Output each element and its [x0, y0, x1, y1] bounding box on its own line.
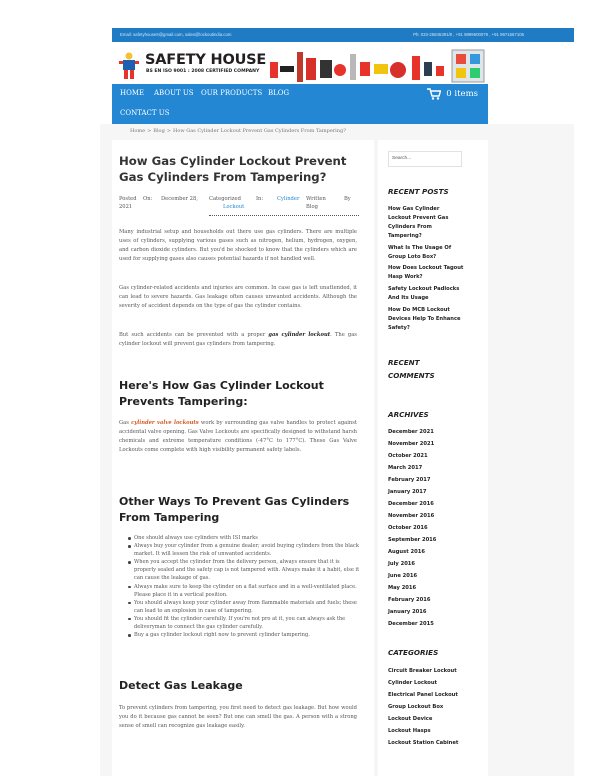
archive-link[interactable]: February 2017	[388, 477, 431, 483]
archive-link[interactable]: February 2016	[388, 597, 431, 603]
list-item: Always buy your cylinder from a genuine dealer; avoid buying cylinders from the black market. It will lessen the risk of unwanted accidents.	[134, 543, 359, 558]
recent-post-link[interactable]: Safety Lockout Padlocks And Its Usage	[388, 286, 460, 302]
contact-phones: Ph: 033-25845391/8 , +91 9899600079 , +91 9971567105	[413, 32, 524, 37]
meta-category-cylinder[interactable]: Cylinder	[277, 196, 300, 202]
recent-comments-heading: RECENT COMMENTS	[388, 358, 435, 380]
category-link[interactable]: Circuit Breaker Lockout	[388, 668, 457, 674]
archive-link[interactable]: July 2016	[388, 561, 416, 567]
brand-tagline: BS EN ISO 9001 : 2008 CERTIFIED COMPANY	[146, 69, 260, 74]
archive-link[interactable]: December 2016	[388, 501, 434, 507]
list-item: Always make sure to keep the cylinder on a flat surface and in a well-ventilated place. Please place it in a vertical position.	[134, 583, 360, 599]
list-item: You should always keep your cylinder away from flammable materials and fuels; these can lead to an explosion in case of tampering.	[134, 599, 360, 615]
archive-link[interactable]: May 2016	[388, 585, 417, 591]
breadcrumb-current: How Gas Cylinder Lockout Prevent Gas Cylinders From Tampering?	[172, 128, 346, 134]
archive-link[interactable]: January 2016	[388, 609, 427, 615]
nav-our-products[interactable]: OUR PRODUCTS	[201, 89, 263, 97]
list-item: When you accept the cylinder from the delivery person, always ensure that it is properly sealed and the safety cap is not tampered with. Always make it a habit, else it can cause the leakage of gas.	[134, 559, 360, 582]
heading-how-prevents: Here's How Gas Cylinder Lockout Prevents Tampering:	[119, 379, 324, 408]
meta-author-blog[interactable]: Blog	[306, 204, 318, 210]
breadcrumb	[130, 128, 346, 134]
archive-link[interactable]: November 2016	[388, 513, 435, 519]
paragraph-intro: Many industrial setup and households out there use gas cylinders. There are multiple uses of cylinders, supplying various gases such as nitrogen, helium, hydrogen, oxygen, and carbon dioxide cylinders. But you'd be shocked to know that the cylinders which are used for supplying gases also causes potential hazards if not handled well.	[119, 229, 357, 262]
brand-name[interactable]: SAFETY HOUSE	[145, 52, 267, 68]
cart-link[interactable]	[427, 87, 478, 101]
list-item: One should always use cylinders with ISI marks	[134, 534, 360, 542]
meta-written: Written	[306, 196, 326, 202]
archives-heading: ARCHIVES	[388, 410, 429, 419]
meta-category-lockout[interactable]: Lockout	[223, 204, 245, 210]
paragraph-accidents: Gas cylinder-related accidents and injuries are common. In case gas is left unattended, it can lead to severe hazards. Gas leakage often causes unwanted accidents. Although the severity of accident depends on the type of gas the cylinder contains.	[119, 285, 357, 309]
archive-link[interactable]: March 2017	[388, 465, 423, 471]
archive-link[interactable]: December 2015	[388, 621, 434, 627]
meta-on: On:	[143, 196, 153, 202]
main-nav	[112, 84, 488, 124]
recent-posts-heading: RECENT POSTS	[388, 187, 449, 196]
cart-count: 0 items	[446, 89, 478, 99]
archive-link[interactable]: October 2021	[388, 453, 428, 459]
recent-post-link[interactable]: How Does Lockout Tagout Hasp Work?	[388, 265, 464, 281]
post-meta	[119, 196, 359, 218]
nav-blog[interactable]: BLOG	[268, 89, 290, 97]
list-item: Buy a gas cylinder lockout right now to prevent cylinder tampering.	[134, 631, 360, 639]
category-link[interactable]: Cylinder Lockout	[388, 680, 438, 686]
breadcrumb-blog[interactable]: Blog	[153, 128, 165, 134]
nav-contact-us[interactable]: CONTACT US	[120, 109, 170, 117]
categories-heading: CATEGORIES	[388, 648, 439, 657]
categories-list	[388, 665, 464, 749]
recent-post-link[interactable]: What Is The Usage Of Group Loto Box?	[388, 244, 452, 260]
meta-year: 2021	[119, 204, 133, 210]
paragraph-detect-leakage: To prevent cylinders from tampering, you first need to detect gas leakage. But how would you do it because gas cannot be seen? But one can smell the gas. A person with a strong sense of smell can recognize gas leakage easily.	[119, 705, 357, 729]
breadcrumb-separator: >	[147, 128, 152, 134]
paragraph-prevention: But such accidents can be prevented with a proper gas cylinder lockout. The gas cylinder lockout will prevent gas cylinders from tampering.	[119, 332, 357, 347]
archive-link[interactable]: October 2016	[388, 525, 428, 531]
meta-date: December 28,	[161, 196, 198, 202]
meta-categorized: Categorized	[209, 196, 241, 202]
meta-posted: Posted	[119, 196, 137, 202]
meta-by: By	[344, 196, 351, 202]
archive-link[interactable]: August 2016	[388, 549, 425, 555]
cart-icon	[427, 88, 441, 100]
archive-link[interactable]: September 2016	[388, 537, 437, 543]
category-link[interactable]: Lockout Device	[388, 716, 433, 722]
link-gas-cylinder-lockout[interactable]: gas cylinder lockout	[268, 332, 331, 338]
meta-divider	[209, 215, 359, 216]
breadcrumb-separator: >	[166, 128, 171, 134]
recent-posts-list	[388, 205, 464, 336]
category-link[interactable]: Electrical Panel Lockout	[388, 692, 458, 698]
nav-home[interactable]: HOME	[120, 89, 145, 97]
search-input[interactable]: Search...	[388, 151, 462, 167]
recent-post-link[interactable]: How Gas Cylinder Lockout Prevent Gas Cylinders From Tampering?	[388, 206, 449, 239]
category-link[interactable]: Lockout Hasps	[388, 728, 431, 734]
product-lineup-image	[270, 48, 486, 84]
archive-link[interactable]: December 2021	[388, 429, 434, 435]
category-link[interactable]: Group Lockout Box	[388, 704, 444, 710]
top-contact-bar	[112, 28, 574, 42]
meta-in: In:	[256, 196, 264, 202]
list-item: You should fit the cylinder carefully. If you're not pro at it, you can always ask the deliveryman to connect the gas cylinder carefully.	[134, 615, 360, 631]
nav-about-us[interactable]: ABOUT US	[154, 89, 194, 97]
paragraph-valve-lockouts: Gas cylinder valve lockouts work by surrounding gas valve handles to protect against accidental valve opening. Gas Valve Lockouts are specifically designed to withstand harsh chemicals and extreme temperature conditions (-47°C to 177°C). These Gas Valve Lockouts come complete with high visibility permanent safety labels.	[119, 420, 357, 453]
site-header	[112, 46, 488, 86]
heading-other-ways: Other Ways To Prevent Gas Cylinders From Tampering	[119, 495, 350, 524]
breadcrumb-home[interactable]: Home	[130, 128, 146, 134]
category-link[interactable]: Lockout Station Cabinet	[388, 740, 459, 746]
archive-link[interactable]: November 2021	[388, 441, 435, 447]
prevention-tips-list	[134, 534, 360, 639]
archives-list	[388, 426, 464, 630]
archive-link[interactable]: June 2016	[388, 573, 418, 579]
safety-person-logo-icon[interactable]	[118, 52, 140, 80]
heading-detect-gas-leakage: Detect Gas Leakage	[119, 679, 243, 692]
link-cylinder-valve-lockouts[interactable]: cylinder valve lockouts	[131, 420, 199, 426]
recent-post-link[interactable]: How Do MCB Lockout Devices Help To Enhance Safety?	[388, 307, 461, 331]
contact-email[interactable]: Email: safetyhouse9@gmail.com, sales@lockoutindia.com	[120, 32, 232, 37]
article-title: How Gas Cylinder Lockout Prevent Gas Cylinders From Tampering?	[119, 154, 347, 184]
archive-link[interactable]: January 2017	[388, 489, 427, 495]
